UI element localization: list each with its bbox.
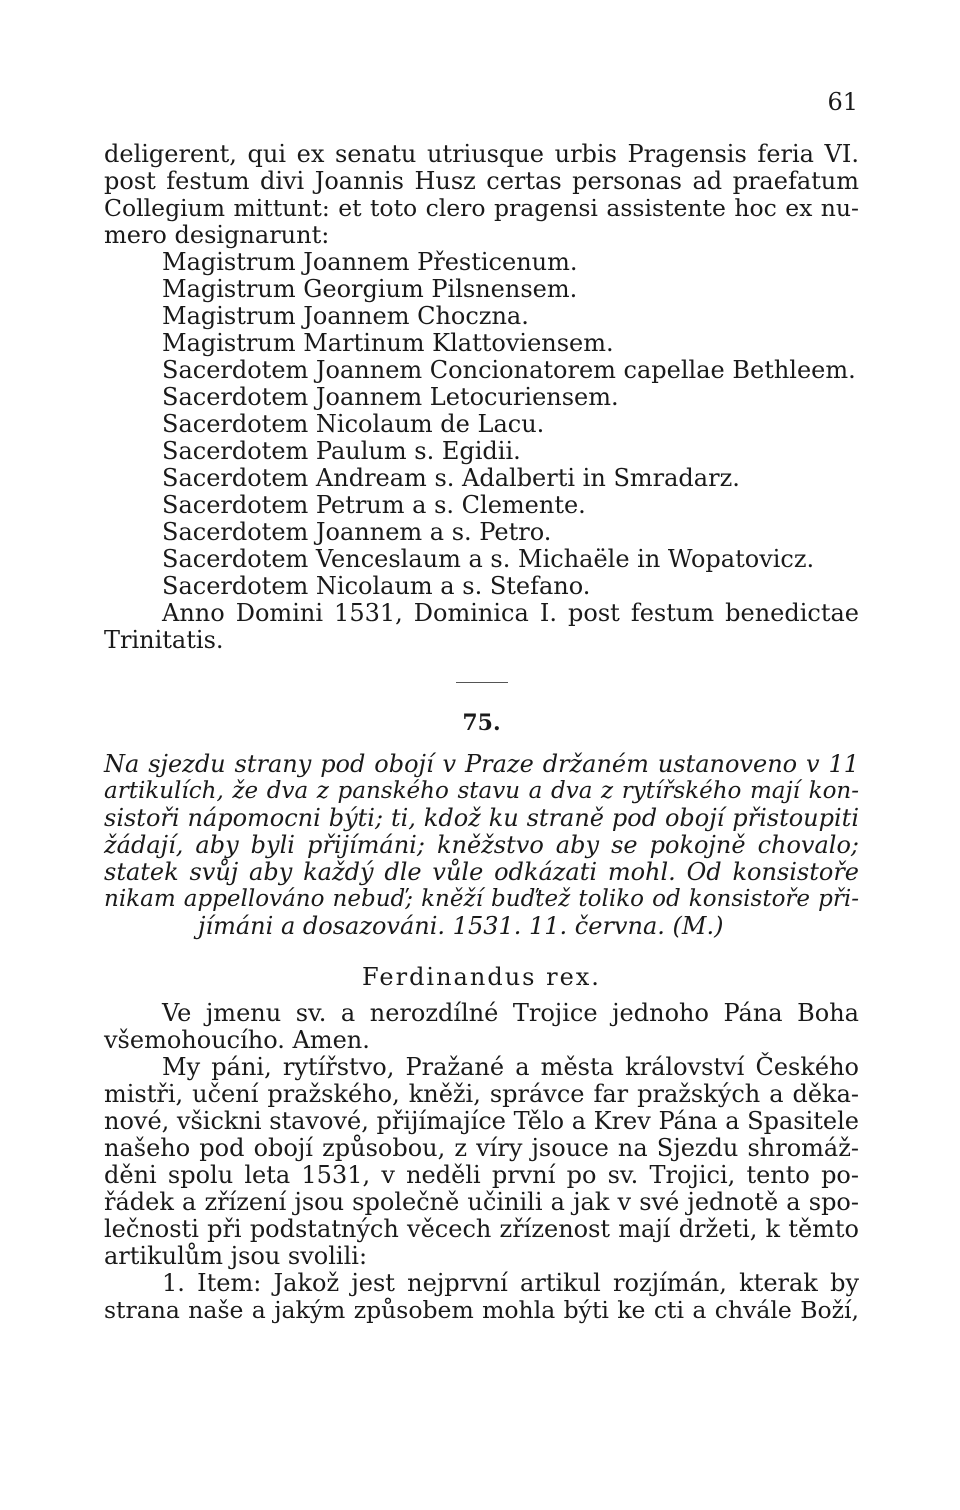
text-line: lečnosti při podstatných věcech zřízenost mají držeti, k těmto bbox=[104, 1215, 859, 1243]
text-line: strana naše a jakým způsobem mohla býti ke cti a chvále Boží, bbox=[104, 1296, 859, 1324]
text-line: deligerent, qui ex senatu utriusque urbis Pragensis feria VI. bbox=[104, 140, 859, 168]
name-list bbox=[104, 249, 859, 600]
section-summary bbox=[104, 751, 859, 940]
text-line: My páni, rytířstvo, Pražané a města království Českého bbox=[162, 1053, 859, 1081]
text-line: mistři, učení pražského, kněži, správce far pražských a děka- bbox=[104, 1080, 859, 1108]
text-line: artikulům jsou svolili: bbox=[104, 1242, 368, 1270]
name-entry: Sacerdotem Joannem Letocuriensem. bbox=[162, 383, 619, 411]
text-line: Collegium mittunt: et toto clero pragensi assistente hoc ex nu- bbox=[104, 194, 859, 222]
text-line: řádek a zřízení jsou společně učinili a jak v své jednotě a spo- bbox=[104, 1188, 859, 1216]
name-entry: Magistrum Joannem Choczna. bbox=[162, 302, 529, 330]
name-entry: Sacerdotem Nicolaum de Lacu. bbox=[162, 410, 545, 438]
text-line: Trinitatis. bbox=[104, 626, 224, 654]
name-entry: Sacerdotem Nicolaum a s. Stefano. bbox=[162, 572, 591, 600]
name-entry: Sacerdotem Venceslaum a s. Michaële in Wopatovicz. bbox=[162, 545, 815, 573]
name-entry: Sacerdotem Paulum s. Egidii. bbox=[162, 437, 521, 465]
section-number: 75. bbox=[462, 710, 501, 736]
text-line: Anno Domini 1531, Dominica I. post festum benedictae bbox=[162, 599, 859, 627]
text-line: našeho pod obojí způsobou, z víry jsouce na Sjezdu shromáž- bbox=[104, 1134, 859, 1162]
text-line: všemohoucího. Amen. bbox=[104, 1026, 370, 1054]
summary-line: statek svůj aby každý dle vůle odkázati mohl. Od konsistoře bbox=[104, 858, 859, 886]
text-line: Ve jmenu sv. a nerozdílné Trojice jednoho Pána Boha bbox=[162, 999, 859, 1027]
name-entry: Sacerdotem Petrum a s. Clemente. bbox=[162, 491, 586, 519]
section-divider bbox=[456, 682, 508, 683]
text-line: post festum divi Joannis Husz certas personas ad praefatum bbox=[104, 167, 859, 195]
name-entry: Magistrum Martinum Klattoviensem. bbox=[162, 329, 614, 357]
name-entry: Sacerdotem Joannem a s. Petro. bbox=[162, 518, 552, 546]
page-number: 61 bbox=[827, 88, 858, 116]
text-line: 1. Item: Jakož jest nejprvní artikul rozjímán, kterak by bbox=[162, 1269, 859, 1297]
name-entry: Sacerdotem Joannem Concionatorem capellae Bethleem. bbox=[162, 356, 856, 384]
text-line: mero designarunt: bbox=[104, 221, 330, 249]
signature: Ferdinandus rex. bbox=[362, 963, 601, 991]
intro-paragraph bbox=[104, 141, 859, 249]
name-entry: Sacerdotem Andream s. Adalberti in Smradarz. bbox=[162, 464, 740, 492]
date-paragraph bbox=[104, 600, 859, 654]
summary-line: artikulích, že dva z panského stavu a dva z rytířského mají kon- bbox=[104, 778, 859, 804]
summary-line: nikam appellováno nebuď; kněží buďtež toliko od konsistoře při- bbox=[104, 886, 859, 912]
summary-line: žádají, aby byli přijímáni; kněžstvo aby se pokojně chovalo; bbox=[104, 831, 859, 859]
name-entry: Magistrum Joannem Přesticenum. bbox=[162, 248, 578, 276]
summary-line: sistoři nápomocni býti; ti, kdož ku straně pod obojí přistoupiti bbox=[104, 804, 859, 832]
summary-line: Na sjezdu strany pod obojí v Praze držaném ustanoveno v 11 bbox=[104, 750, 859, 778]
page-body bbox=[104, 141, 859, 1324]
text-line: nové, všickni stavové, přijímajíce Tělo a Krev Pána a Spasitele bbox=[104, 1107, 859, 1135]
name-entry: Magistrum Georgium Pilsnensem. bbox=[162, 275, 578, 303]
text-line: děni spolu leta 1531, v neděli první po sv. Trojici, tento po- bbox=[104, 1161, 859, 1189]
document-text bbox=[104, 1000, 859, 1324]
summary-line: jímáni a dosazováni. 1531. 11. června. (M.) bbox=[198, 912, 724, 940]
